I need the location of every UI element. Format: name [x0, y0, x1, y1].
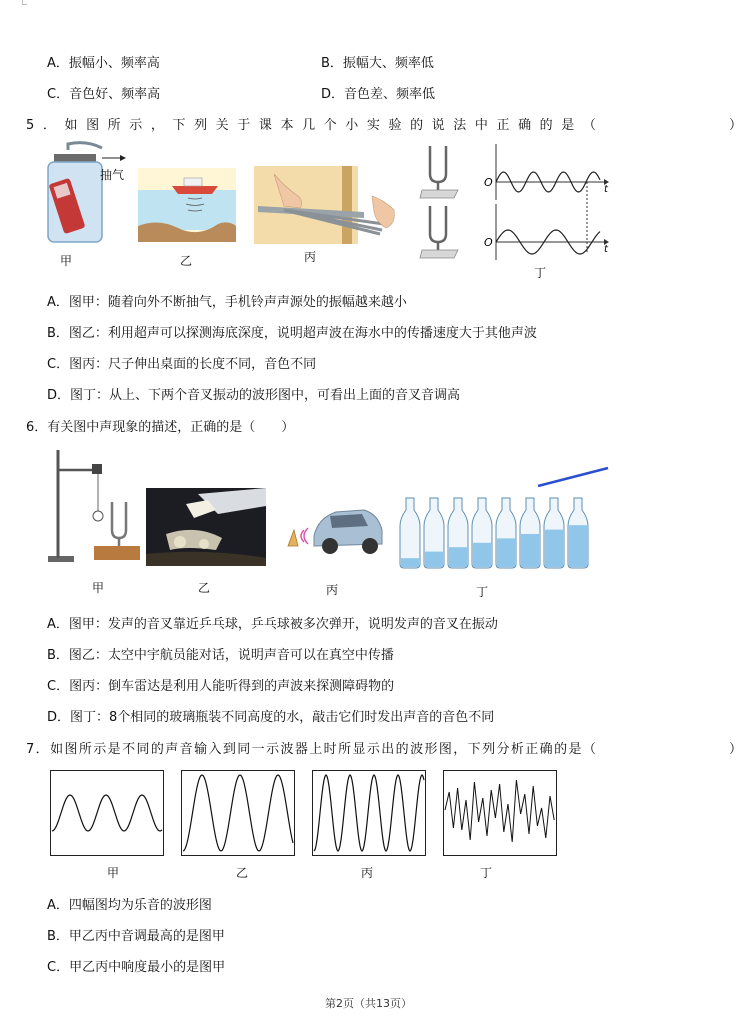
q5-fig-ding-waveforms	[480, 142, 616, 262]
q5-wave-top-origin: O	[484, 176, 493, 189]
q6-fig-ding-bottles	[394, 464, 614, 572]
q7-stem-close: ）	[729, 742, 742, 757]
page-corner-mark	[22, 0, 27, 5]
bottle-water-5	[497, 538, 515, 567]
q5-fig-yi-ship	[138, 168, 236, 242]
bottle-water-6	[521, 534, 539, 567]
q5-fig-ding-tuning-forks	[418, 144, 462, 272]
q7-fig-yi-caption: 乙	[235, 866, 248, 880]
bottle-water-3	[449, 547, 467, 567]
q5-wave-top-t: t	[604, 184, 608, 195]
bottle-water-4	[473, 543, 491, 567]
bottle-water-2	[425, 552, 443, 567]
q7-option-a: A．四幅图均为乐音的波形图	[47, 898, 212, 913]
q7-stem: 7．如图所示是不同的声音输入到同一示波器上时所显示出的波形图，下列分析正确的是（	[26, 742, 598, 757]
q6-fig-jia-caption: 甲	[91, 581, 104, 595]
q7-option-c: C．甲乙丙中响度最小的是图甲	[47, 960, 226, 975]
q5-fig-jia-bottle	[40, 142, 132, 247]
q7-wave-yi	[181, 770, 295, 856]
q4-option-d: D．音色差、频率低	[321, 87, 436, 102]
q5-fig-bing-caption: 丙	[303, 250, 316, 264]
q5-stem-close: ）	[729, 118, 742, 133]
q5-option-c: C．图丙：尺子伸出桌面的长度不同，音色不同	[47, 357, 317, 372]
q6-fig-yi-caption: 乙	[197, 581, 210, 595]
q6-stem: 6．有关图中声现象的描述，正确的是（ ）	[26, 420, 295, 435]
q4-option-c: C．音色好、频率高	[47, 87, 161, 102]
q5-option-d: D．图丁：从上、下两个音叉振动的波形图中，可看出上面的音叉音调高	[47, 388, 461, 403]
q5-fig-jia-caption: 甲	[59, 254, 72, 268]
q7-wave-jia	[50, 770, 164, 856]
q7-fig-ding-caption: 丁	[479, 866, 492, 880]
bottle-1	[400, 498, 420, 568]
q6-fig-ding-caption: 丁	[475, 585, 488, 599]
bottle-water-8	[569, 525, 587, 567]
q6-option-c: C．图丙：倒车雷达是利用人能听得到的声波来探测障碍物的	[47, 679, 395, 694]
q7-wave-ding	[443, 770, 557, 856]
q5-fig-yi-caption: 乙	[179, 254, 192, 268]
q4-option-a: A．振幅小、频率高	[47, 56, 160, 71]
q7-fig-jia-caption: 甲	[106, 866, 119, 880]
q6-fig-bing-car-radar	[284, 500, 384, 560]
q5-wave-bottom-t: t	[604, 244, 608, 255]
q7-fig-bing-caption: 丙	[360, 866, 373, 880]
q7-option-b: B．甲乙丙中音调最高的是图甲	[47, 929, 225, 944]
q5-stem: 5．如图所示，下列关于课本几个小实验的说法中正确的是（	[26, 118, 605, 133]
bottle-water-1	[401, 558, 419, 567]
q6-fig-yi-space-photo	[146, 488, 266, 566]
page-footer: 第2页（共13页）	[325, 997, 412, 1010]
q4-option-b: B．振幅大、频率低	[321, 56, 434, 71]
q6-fig-jia-stand	[44, 446, 144, 570]
q5-option-a: A．图甲：随着向外不断抽气，手机铃声声源处的振幅越来越小	[47, 295, 407, 310]
q6-fig-bing-caption: 丙	[325, 583, 338, 597]
q6-option-b: B．图乙：太空中宇航员能对话，说明声音可以在真空中传播	[47, 648, 394, 663]
q5-fig-jia-pump-label: 抽气	[100, 168, 125, 182]
q6-option-a: A．图甲：发声的音叉靠近乒乓球，乒乓球被多次弹开，说明发声的音叉在振动	[47, 617, 498, 632]
q5-fig-ding-caption: 丁	[533, 266, 546, 280]
bottle-water-7	[545, 530, 563, 567]
q5-wave-bottom-origin: O	[484, 236, 493, 249]
q5-option-b: B．图乙：利用超声可以探测海底深度，说明超声波在海水中的传播速度大于其他声波	[47, 326, 537, 341]
q7-wave-bing	[312, 770, 426, 856]
q5-fig-bing-ruler	[254, 166, 404, 246]
q6-option-d: D．图丁：8个相同的玻璃瓶装不同高度的水，敲击它们时发出声音的音色不同	[47, 710, 495, 725]
